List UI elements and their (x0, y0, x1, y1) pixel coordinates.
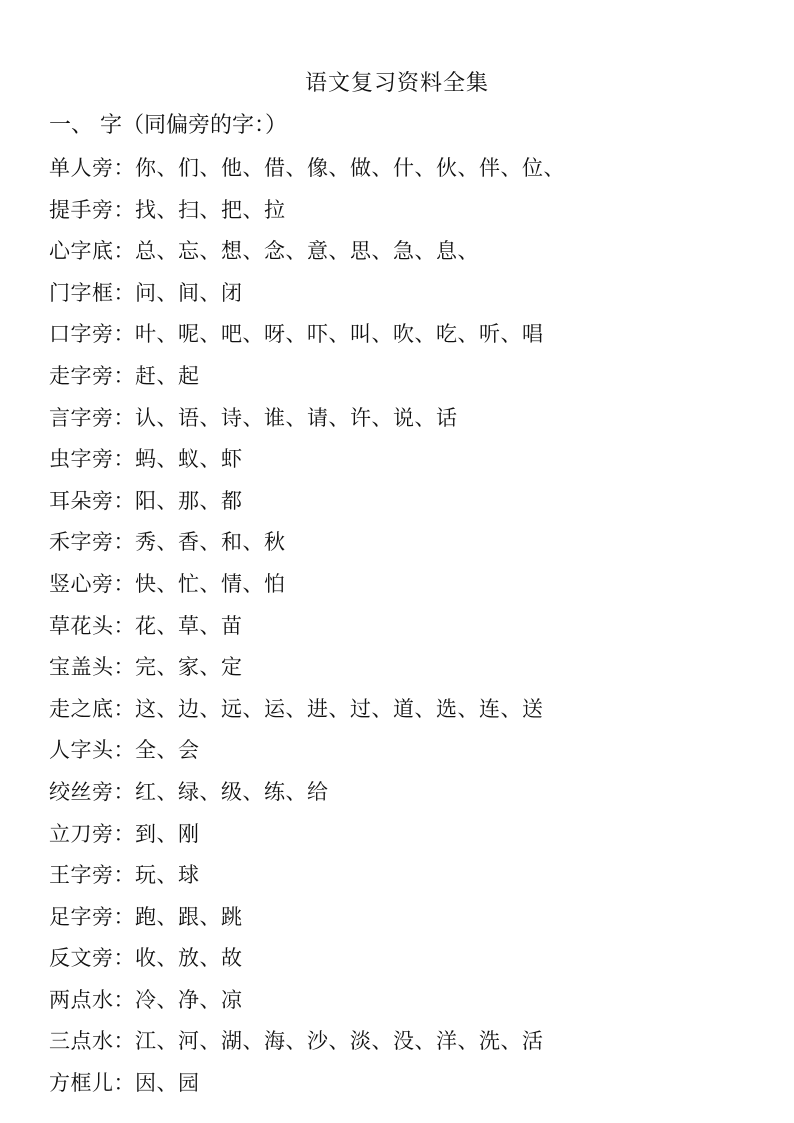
radical-row: 耳朵旁：阳、那、都 (49, 488, 243, 513)
radical-row: 竖心旁：快、忙、情、怕 (49, 571, 286, 596)
radical-row: 王字旁：玩、球 (49, 863, 200, 888)
radical-row: 两点水：冷、净、凉 (49, 987, 243, 1012)
radical-list (49, 152, 769, 1109)
radical-row: 言字旁：认、语、诗、谁、请、许、说、话 (49, 405, 458, 430)
radical-row: 提手旁：找、扫、把、拉 (49, 197, 286, 222)
radical-row: 方框儿：因、园 (49, 1071, 200, 1096)
section-heading: 一、 字（同偏旁的字：） (49, 113, 287, 138)
radical-row: 绞丝旁：红、绿、级、练、给 (49, 779, 329, 804)
radical-row: 三点水：江、河、湖、海、沙、淡、没、洋、洗、活 (49, 1029, 544, 1054)
radical-row: 宝盖头：完、家、定 (49, 655, 243, 680)
radical-row: 单人旁：你、们、他、借、像、做、什、伙、伴、位、 (49, 156, 565, 180)
radical-row: 走之底：这、边、远、运、进、过、道、选、连、送 (49, 696, 544, 721)
radical-row: 虫字旁：蚂、蚁、虾 (49, 447, 243, 472)
radical-row: 门字框：问、间、闭 (49, 280, 243, 305)
radical-row: 草花头：花、草、苗 (49, 613, 243, 638)
document-title: 语文复习资料全集 (304, 71, 489, 96)
radical-row: 心字底：总、忘、想、念、意、思、急、息、 (49, 239, 479, 264)
radical-row: 禾字旁：秀、香、和、秋 (49, 530, 286, 555)
radical-row: 立刀旁：到、刚 (49, 821, 200, 846)
radical-row: 走字旁：赶、起 (49, 363, 200, 388)
radical-row: 足字旁：跑、跟、跳 (49, 904, 243, 929)
radical-row: 反文旁：收、放、故 (49, 946, 243, 971)
radical-row: 人字头：全、会 (49, 738, 200, 763)
radical-row: 口字旁：叶、呢、吧、呀、吓、叫、吹、吃、听、唱 (49, 322, 544, 347)
